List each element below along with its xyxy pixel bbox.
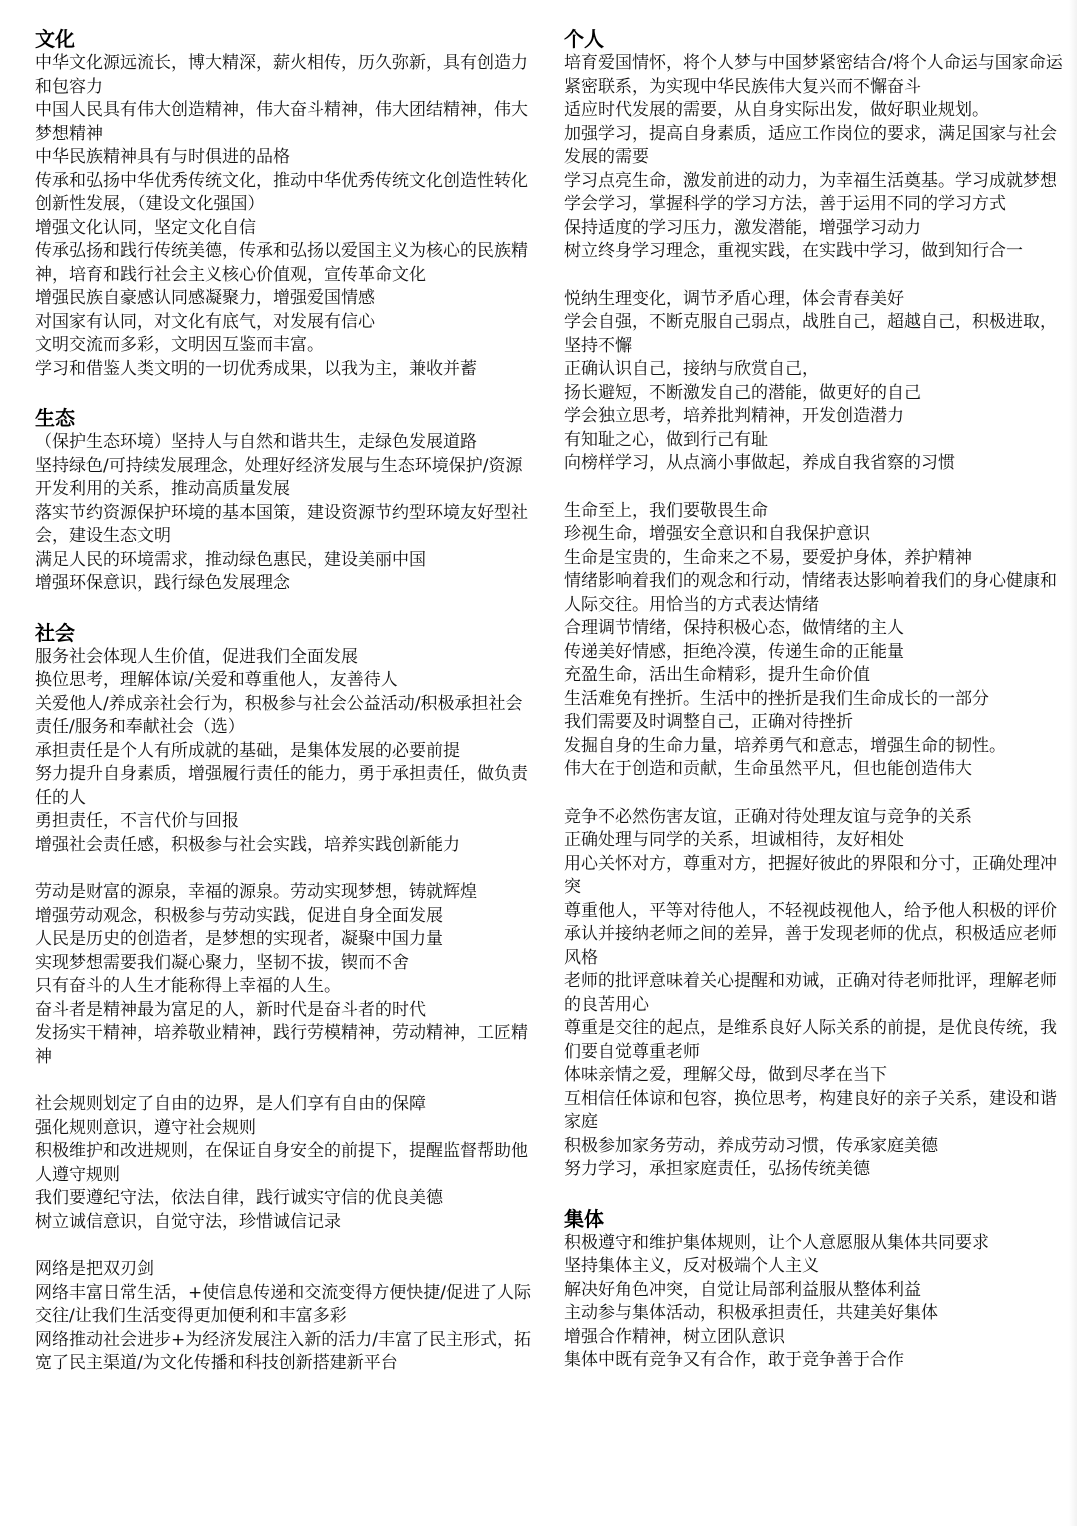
text-line: 换位思考，理解体谅/关爱和尊重他人，友善待人 [35, 670, 398, 690]
text-line: 增强环保意识，践行绿色发展理念 [35, 573, 290, 593]
text-line: 网络是把双刃剑 [35, 1259, 154, 1279]
text-line: 解决好角色冲突，自觉让局部利益服从整体利益 [564, 1279, 921, 1300]
section-society [35, 620, 535, 1376]
section-title-culture: 文化 [35, 27, 75, 51]
text-line: 积极参加家务劳动，养成劳动习惯，传承家庭美德 [564, 1135, 938, 1156]
text-line: 生活难免有挫折。生活中的挫折是我们生命成长的一部分 [564, 688, 989, 709]
paragraph-spacer [35, 1069, 535, 1093]
text-line: 传承弘扬和践行传统美德，传承和弘扬以爱国主义为核心的民族精神，培育和践行社会主义核心价值观，宣传革命文化 [35, 241, 528, 285]
text-line: 培育爱国情怀，将个人梦与中国梦紧密结合/将个人命运与国家命运紧密联系，为实现中华民族伟大复兴而不懈奋斗 [564, 53, 1063, 97]
text-line: 学习点亮生命，激发前进的动力，为幸福生活奠基。学习成就梦想 [564, 170, 1057, 191]
text-line: 努力提升自身素质，增强履行责任的能力，勇于承担责任，做负责任的人 [35, 764, 528, 808]
text-line: 人民是历史的创造者，是梦想的实现者，凝聚中国力量 [35, 929, 443, 949]
text-line: 积极遵守和维护集体规则，让个人意愿服从集体共同要求 [564, 1232, 989, 1253]
text-line: 尊重是交往的起点，是维系良好人际关系的前提，是优良传统，我们要自觉尊重老师 [564, 1018, 1057, 1062]
text-line: 互相信任体谅和包容，换位思考，构建良好的亲子关系，建设和谐家庭 [564, 1088, 1057, 1132]
text-line: 生命是宝贵的，生命来之不易，要爱护身体，养护精神 [564, 547, 972, 568]
text-line: 悦纳生理变化，调节矛盾心理，体会青春美好 [564, 288, 904, 309]
paragraph-spacer [564, 782, 1064, 806]
section-title-ecology: 生态 [35, 406, 75, 430]
text-line: 服务社会体现人生价值，促进我们全面发展 [35, 646, 358, 667]
text-line: 中华文化源远流长，博大精深，薪火相传，历久弥新，具有创造力和包容力 [35, 53, 528, 97]
page-edge-shadow [1069, 0, 1077, 1526]
text-line: 合理调节情绪，保持积极心态，做情绪的主人 [564, 618, 904, 638]
section-spacer [35, 381, 535, 405]
text-line: 增强劳动观念，积极参与劳动实践，促进自身全面发展 [35, 905, 443, 926]
text-line: 有知耻之心，做到行己有耻 [564, 429, 768, 450]
text-line: 增强社会责任感，积极参与社会实践，培养实践创新能力 [35, 834, 460, 855]
text-line: 树立诚信意识，自觉守法，珍惜诚信记录 [35, 1211, 341, 1232]
text-line: 中华民族精神具有与时俱进的品格 [35, 147, 290, 167]
text-line: 树立终身学习理念，重视实践，在实践中学习，做到知行合一 [564, 241, 1023, 261]
section-collective [564, 1206, 1064, 1373]
section-title-society: 社会 [35, 620, 75, 645]
text-line: （保护生态环境）坚持人与自然和谐共生，走绿色发展道路 [35, 432, 477, 452]
text-line: 网络丰富日常生活，+使信息传递和交流变得方便快捷/促进了人际交往/让我们生活变得更加便利和丰富多彩 [35, 1282, 531, 1326]
text-line: 传承和弘扬中华优秀传统文化，推动中华优秀传统文化创造性转化创新性发展，（建设文化强国） [35, 170, 528, 214]
text-line: 勇担责任，不言代价与回报 [35, 811, 239, 831]
left-column [35, 26, 535, 1376]
text-line: 对国家有认同，对文化有底气，对发展有信心 [35, 311, 375, 332]
text-line: 加强学习，提高自身素质，适应工作岗位的要求，满足国家与社会发展的需要 [564, 123, 1057, 167]
text-line: 增强合作精神，树立团队意识 [564, 1326, 785, 1347]
text-line: 奋斗者是精神最为富足的人，新时代是奋斗者的时代 [35, 999, 426, 1020]
text-line: 中国人民具有伟大创造精神，伟大奋斗精神，伟大团结精神，伟大梦想精神 [35, 100, 528, 144]
paragraph-spacer [564, 476, 1064, 500]
text-line: 集体中既有竞争又有合作，敢于竞争善于合作 [564, 1350, 904, 1370]
text-line: 增强文化认同，坚定文化自信 [35, 217, 256, 238]
text-line: 老师的批评意味着关心提醒和劝诫，正确对待老师批评，理解老师的良苦用心 [564, 971, 1057, 1015]
text-line: 社会规则划定了自由的边界，是人们享有自由的保障 [35, 1094, 426, 1114]
paragraph-spacer [35, 1234, 535, 1258]
paragraph-spacer [35, 857, 535, 881]
text-line: 主动参与集体活动，积极承担责任，共建美好集体 [564, 1303, 938, 1323]
text-line: 学会自强，不断克服自己弱点，战胜自己，超越自己，积极进取，坚持不懈 [564, 312, 1057, 356]
text-line: 我们要遵纪守法，依法自律，践行诚实守信的优良美德 [35, 1188, 443, 1208]
text-line: 坚持集体主义，反对极端个人主义 [564, 1256, 819, 1276]
text-line: 保持适度的学习压力，激发潜能，增强学习动力 [564, 217, 921, 238]
text-line: 传递美好情感，拒绝冷漠，传递生命的正能量 [564, 641, 904, 662]
text-line: 学会独立思考，培养批判精神，开发创造潜力 [564, 406, 904, 426]
text-line: 用心关怀对方，尊重对方，把握好彼此的界限和分寸，正确处理冲突 [564, 853, 1057, 897]
text-line: 学会学习，掌握科学的学习方法，善于运用不同的学习方式 [564, 194, 1006, 214]
section-spacer [35, 596, 535, 620]
section-culture [35, 26, 535, 381]
text-line: 伟大在于创造和贡献，生命虽然平凡，但也能创造伟大 [564, 759, 972, 779]
section-personal [564, 26, 1064, 1182]
right-column [564, 26, 1064, 1373]
text-line: 珍视生命，增强安全意识和自我保护意识 [564, 524, 870, 544]
text-line: 竞争不必然伤害友谊，正确对待处理友谊与竞争的关系 [564, 806, 972, 827]
text-line: 增强民族自豪感认同感凝聚力，增强爱国情感 [35, 288, 375, 308]
text-line: 情绪影响着我们的观念和行动，情绪表达影响着我们的身心健康和人际交往。用恰当的方式表达情绪 [564, 571, 1057, 615]
text-line: 满足人民的环境需求，推动绿色惠民，建设美丽中国 [35, 549, 426, 570]
text-line: 承认并接纳老师之间的差异，善于发现老师的优点，积极适应老师风格 [564, 924, 1057, 968]
text-line: 网络推动社会进步+为经济发展注入新的活力/丰富了民主形式，拓宽了民主渠道/为文化传播和科技创新搭建新平台 [35, 1329, 531, 1373]
text-line: 文明交流而多彩，文明因互鉴而丰富。 [35, 335, 324, 355]
text-line: 发掘自身的生命力量，培养勇气和意志，增强生命的韧性。 [564, 735, 1006, 756]
text-line: 关爱他人/养成亲社会行为，积极参与社会公益活动/积极承担社会责任/服务和奉献社会（选） [35, 693, 523, 737]
text-line: 正确处理与同学的关系，坦诚相待，友好相处 [564, 830, 904, 850]
text-line: 坚持绿色/可持续发展理念，处理好经济发展与生态环境保护/资源开发利用的关系，推动高质量发展 [35, 455, 523, 499]
section-title-personal: 个人 [564, 27, 604, 51]
section-title-collective: 集体 [564, 1206, 604, 1231]
paragraph-spacer [564, 264, 1064, 288]
section-ecology [35, 405, 535, 596]
text-line: 积极维护和改进规则，在保证自身安全的前提下，提醒监督帮助他人遵守规则 [35, 1141, 528, 1185]
text-line: 强化规则意识，遵守社会规则 [35, 1117, 256, 1138]
text-line: 学习和借鉴人类文明的一切优秀成果，以我为主，兼收并蓄 [35, 358, 477, 379]
text-line: 努力学习，承担家庭责任，弘扬传统美德 [564, 1159, 870, 1179]
text-line: 适应时代发展的需要，从自身实际出发，做好职业规划。 [564, 100, 989, 120]
text-line: 我们需要及时调整自己，正确对待挫折 [564, 712, 853, 732]
section-spacer [564, 1182, 1064, 1206]
text-line: 尊重他人，平等对待他人，不轻视歧视他人，给予他人积极的评价 [564, 900, 1057, 921]
text-line: 扬长避短，不断激发自己的潜能，做更好的自己 [564, 382, 921, 403]
text-line: 正确认识自己，接纳与欣赏自己， [564, 359, 819, 379]
text-line: 劳动是财富的源泉，幸福的源泉。劳动实现梦想，铸就辉煌 [35, 882, 477, 902]
text-line: 向榜样学习，从点滴小事做起，养成自我省察的习惯 [564, 453, 955, 473]
text-line: 充盈生命，活出生命精彩，提升生命价值 [564, 665, 870, 685]
text-line: 发扬实干精神，培养敬业精神，践行劳模精神，劳动精神，工匠精神 [35, 1023, 528, 1067]
text-line: 生命至上，我们要敬畏生命 [564, 500, 768, 521]
text-line: 只有奋斗的人生才能称得上幸福的人生。 [35, 976, 341, 996]
text-line: 承担责任是个人有所成就的基础，是集体发展的必要前提 [35, 740, 460, 761]
text-line: 落实节约资源保护环境的基本国策，建设资源节约型环境友好型社会，建设生态文明 [35, 502, 528, 546]
text-line: 实现梦想需要我们凝心聚力，坚韧不拔，锲而不舍 [35, 952, 409, 973]
text-line: 体味亲情之爱，理解父母，做到尽孝在当下 [564, 1065, 887, 1085]
